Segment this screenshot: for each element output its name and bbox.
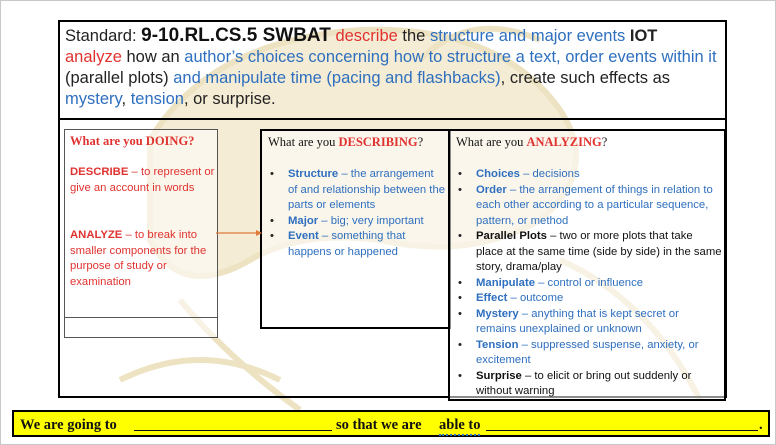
- word-iot: IOT: [629, 27, 658, 45]
- term-def: – two or more plots that take place at the same time (side by side) in the same story, drama/play: [476, 230, 722, 273]
- analyze-definition: [70, 228, 215, 290]
- list-item: [454, 291, 722, 307]
- term-def: – the arrangement of and relationship between the parts or elements: [288, 168, 446, 211]
- word-and: and: [173, 69, 201, 87]
- standard-text: [65, 25, 717, 110]
- word-parallel: (parallel plots): [65, 69, 169, 87]
- term: Parallel Plots: [476, 230, 547, 242]
- describing-heading: [268, 135, 423, 150]
- describing-list: [266, 167, 446, 260]
- objective-part3: able to: [439, 417, 480, 436]
- describe-term: DESCRIBE: [70, 166, 129, 178]
- objective-end: .: [759, 417, 763, 433]
- doing-footer-line: [65, 317, 217, 318]
- list-item: [454, 307, 722, 338]
- word-tension: tension: [130, 90, 184, 108]
- term-def: – something that happens or happened: [288, 230, 406, 258]
- word-create: , create such effects as: [500, 69, 671, 87]
- describing-column: [260, 129, 451, 329]
- list-item: [454, 369, 722, 400]
- term-def: – outcome: [507, 292, 564, 304]
- describing-heading-key: DESCRIBING: [338, 135, 418, 149]
- list-item: [266, 167, 446, 214]
- term-def: – to elicit or bring out suddenly or without warning: [476, 369, 692, 397]
- objective-sentence-bar: [12, 410, 770, 437]
- objective-part1: We are going to: [20, 417, 117, 433]
- word-choices: author’s choices concerning how to structure a text, order events within it: [184, 48, 717, 66]
- word-the: the: [402, 27, 426, 45]
- term: Major: [288, 214, 319, 227]
- term-def: – the arrangement of things in relation to each other according to a particular sequence, pattern, or method: [476, 183, 713, 227]
- term: Tension: [476, 338, 519, 351]
- list-item: [454, 183, 722, 230]
- term-def: – big; very important: [318, 214, 424, 227]
- list-item: [454, 276, 722, 292]
- doing-column: [64, 129, 218, 338]
- word-manipulate: manipulate time (pacing and flashbacks): [205, 69, 501, 87]
- term: Mystery: [476, 307, 519, 320]
- analyzing-heading-pre: What are you: [456, 135, 527, 149]
- term-def: – suppressed suspense, anxiety, or excitement: [476, 338, 699, 366]
- list-item: [454, 229, 722, 276]
- list-item: [266, 229, 446, 260]
- describe-definition: [70, 165, 215, 196]
- word-describe: describe: [335, 27, 398, 45]
- term: Event: [288, 230, 319, 242]
- word-end: , or surprise.: [183, 90, 276, 108]
- blank-line-2[interactable]: [486, 416, 758, 431]
- analyzing-heading-key: ANALYZING: [526, 135, 602, 149]
- analyze-term: ANALYZE: [70, 229, 123, 241]
- term: Order: [476, 183, 507, 196]
- describing-heading-post: ?: [417, 135, 424, 149]
- describing-heading-pre: What are you: [268, 135, 339, 149]
- analyzing-list: [454, 167, 722, 400]
- term: Choices: [476, 168, 520, 180]
- objective-part2: so that we are: [336, 417, 422, 433]
- standard-divider: [60, 118, 725, 120]
- term-def: – control or influence: [535, 276, 644, 289]
- word-analyze: analyze: [65, 48, 122, 66]
- term: Surprise: [476, 369, 522, 382]
- word-structure-events: structure and major events: [429, 27, 626, 45]
- analyzing-heading: [456, 135, 607, 150]
- list-item: [454, 338, 722, 369]
- doing-heading: What are you DOING?: [70, 134, 195, 148]
- word-comma: ,: [121, 90, 127, 108]
- term: Manipulate: [476, 276, 535, 289]
- term-def: – anything that is kept secret or remains unexplained or unknown: [476, 307, 679, 335]
- analyzing-heading-post: ?: [601, 135, 608, 149]
- list-item: [266, 214, 446, 230]
- term: Effect: [476, 292, 508, 304]
- analyze-def-text: – to break into smaller components for the purpose of study or examination: [70, 229, 207, 288]
- describe-def-text: – to represent or give an account in words: [70, 166, 215, 194]
- standard-label: Standard:: [65, 27, 137, 45]
- term: Structure: [288, 168, 339, 180]
- analyzing-column: [448, 129, 726, 401]
- word-how-an: how an: [126, 48, 180, 66]
- standard-code: 9-10.RL.CS.5 SWBAT: [141, 25, 331, 46]
- arrow-icon: [216, 229, 262, 237]
- term-def: – decisions: [519, 168, 580, 180]
- blank-line-1[interactable]: [134, 416, 332, 431]
- word-mystery: mystery: [65, 90, 122, 108]
- list-item: [454, 167, 722, 183]
